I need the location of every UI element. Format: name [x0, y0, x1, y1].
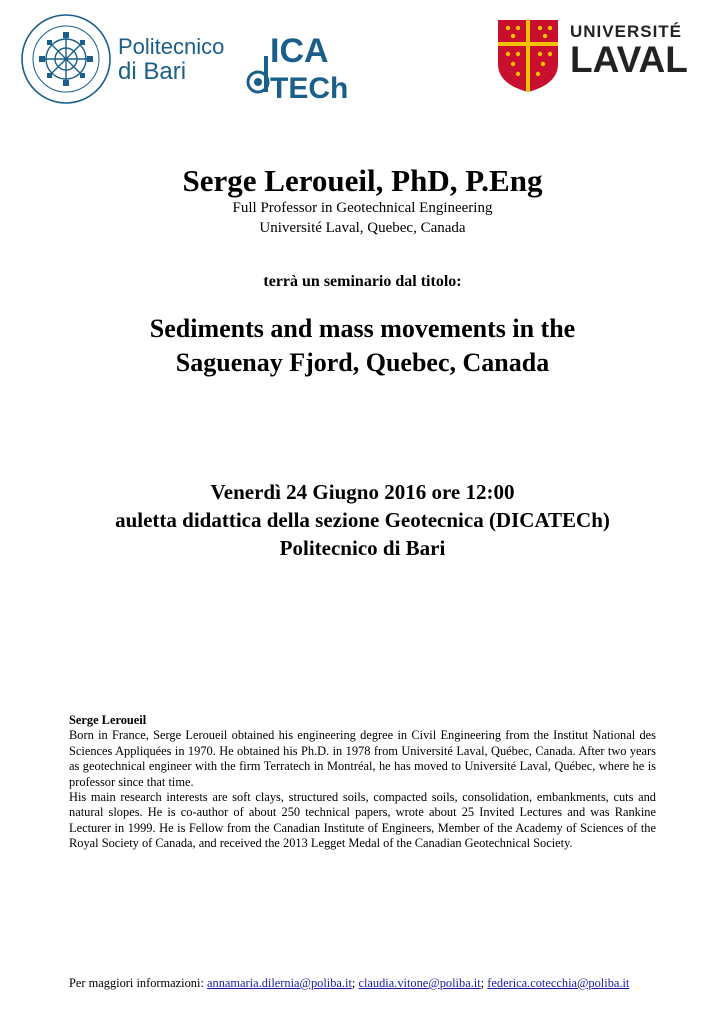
poliba-name-line2: di Bari: [118, 58, 187, 85]
universite-laval-shield-icon: [496, 18, 560, 94]
footer-separator: ;: [480, 976, 485, 990]
footer-separator: ;: [351, 976, 356, 990]
speaker-position: Full Professor in Geotechnical Engineering: [232, 200, 493, 216]
speaker-affiliation: Université Laval, Quebec, Canada: [259, 220, 466, 236]
event-details: [0, 478, 725, 562]
politecnico-di-bari-wordmark: [118, 34, 224, 84]
poliba-name-line1: Politecnico: [118, 34, 225, 59]
event-room: auletta didattica della sezione Geotecnica (DICATECh): [115, 508, 610, 532]
bio-heading: Serge Leroueil: [69, 713, 147, 727]
seminar-intro: terrà un seminario dal titolo:: [263, 273, 462, 290]
speaker-bio: [69, 713, 656, 852]
universite-laval-wordmark: [570, 22, 688, 78]
laval-name-line1: UNIVERSITÉ: [570, 22, 683, 41]
logo-header: [0, 0, 725, 110]
talk-title-line1: Sediments and mass movements in the: [149, 314, 576, 343]
speaker-name: Serge Leroueil, PhD, P.Eng: [182, 163, 543, 198]
dicatech-logo-icon: [244, 26, 349, 105]
email-link-vitone[interactable]: claudia.vitone@poliba.it: [358, 976, 481, 990]
email-link-dilernia[interactable]: annamaria.dilernia@poliba.it: [207, 976, 352, 990]
bio-paragraph-2: His main research interests are soft clays, structured soils, compacted soils, consolidation, embankments, cuts and natural slopes. He is co-author of about 250 technical papers, wrote about 25 Invited Lectures and was Rankine Lecturer in 1999. He is Fellow from the Canadian Institute of Engineers, Member of the Academy of Sciences of the Royal Society of Canada, and received the 2013 Legget Medal of the Canadian Geotechnical Society.: [69, 790, 656, 851]
event-datetime: Venerdì 24 Giugno 2016 ore 12:00: [210, 480, 515, 504]
laval-name-line2: LAVAL: [570, 39, 688, 80]
dicatech-logo-bottom-text: TECh: [270, 72, 349, 105]
politecnico-di-bari-seal-icon: [20, 13, 112, 105]
dicatech-logo-top-text: ICA: [270, 32, 329, 70]
talk-title-line2: Saguenay Fjord, Quebec, Canada: [175, 348, 550, 377]
email-link-cotecchia[interactable]: federica.cotecchia@poliba.it: [487, 976, 630, 990]
bio-paragraph-1: Born in France, Serge Leroueil obtained his engineering degree in Civil Engineering from the Institut National des Sciences Appliquées in 1970. He obtained his Ph.D. in 1978 from Université Laval, Québec, Canada. After two years as geotechnical engineer with the firm Terratech in Montréal, he has moved to Université Laval, Québec, where he is professor since that time.: [69, 728, 656, 789]
event-venue: Politecnico di Bari: [279, 536, 446, 560]
contact-footer: [69, 976, 629, 991]
footer-label: Per maggiori informazioni:: [69, 976, 204, 990]
talk-title: [0, 312, 725, 380]
